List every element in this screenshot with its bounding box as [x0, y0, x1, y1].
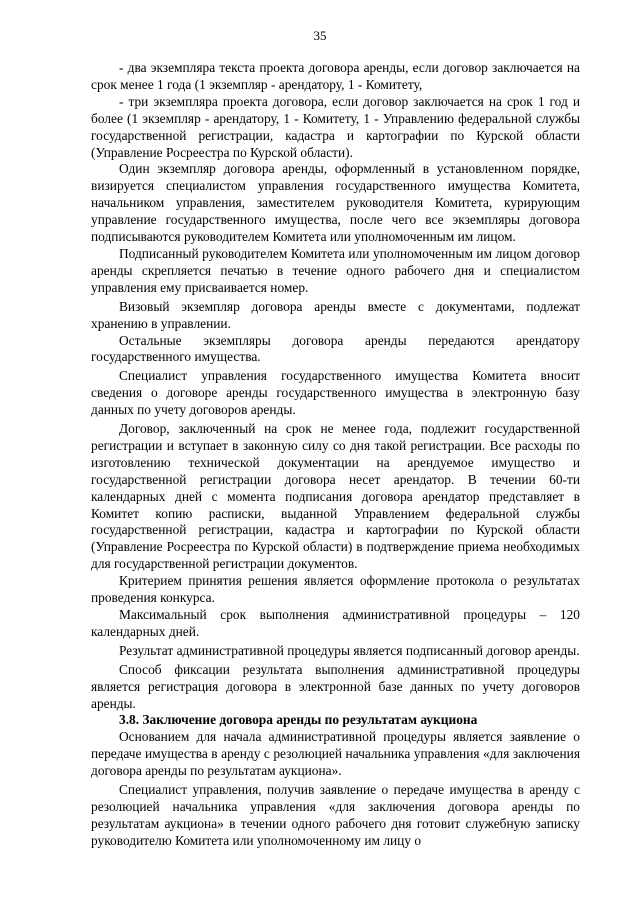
paragraph-result: Результат административной процедуры является подписанный договор аренды. — [119, 642, 580, 658]
paragraph-database-entry: Специалист управления государственного имущества Комитета вносит сведения о договоре аренды государственного имущества в электронную базу данных по учету договоров аренды. — [91, 368, 580, 418]
document-body — [91, 60, 580, 850]
paragraph-max-duration: Максимальный срок выполнения административной процедуры – 120 календарных дней. — [91, 607, 580, 639]
paragraph-decision-criterion: Критерием принятия решения является оформление протокола о результатах проведения конкурса. — [91, 573, 580, 606]
paragraph-seal: Подписанный руководителем Комитета или уполномоченным им лицом договор аренды скрепляется печатью в течение одного рабочего дня и специалистом управления ему присваивается номер. — [91, 245, 580, 295]
paragraph-other-copies: Остальные экземпляры договора аренды передаются арендатору государственного имущества. — [91, 332, 580, 365]
paragraph-approval: Один экземпляр договора аренды, оформленный в установленном порядке, визируется специалистом управления государственного имущества Комитета, начальником управления, заместителем руководителя Комитета, курирующим управление государственного имущества, после чего все экземпляры договора подписываются руководителем Комитета или уполномоченным им лицом. — [91, 161, 580, 245]
paragraph-state-registration: Договор, заключенный на срок не менее года, подлежит государственной регистрации и вступает в законную силу со дня такой регистрации. Все расходы по изготовлению технической документации на арендуемое имущество и государственной регистрации договора несет арендатор. В течении 60-ти календарных дней с момента подписания договора арендатор представляет в Комитет копию расписки, выданной Управлением федеральной службы государственной регистрации, кадастра и картографии по Курской области (Управление Росреестра по Курской области) в подтверждение приема необходимых для государственной регистрации документов. — [91, 421, 580, 572]
paragraph-copies-short-term: - два экземпляра текста проекта договора аренды, если договор заключается на срок менее 1 года (1 экземпляр - арендатору, 1 - Комитету, — [91, 60, 580, 92]
paragraph-basis: Основанием для начала административной процедуры является заявление о передаче имущества в аренду с резолюцией начальника управления «для заключения договора аренды по результатам аукциона». — [91, 729, 580, 779]
paragraph-visa-copy: Визовый экземпляр договора аренды вместе с документами, подлежат хранению в управлении. — [91, 298, 580, 331]
paragraph-specialist-action: Специалист управления, получив заявление о передаче имущества в аренду с резолюцией начальника управления «для заключения договора аренды по результатам аукциона» в течении одного рабочего дня готовит служебную записку руководителю Комитета или уполномоченному им лицу о — [91, 782, 580, 848]
paragraph-copies-long-term: - три экземпляра проекта договора, если договор заключается на срок 1 год и более (1 экземпляр - арендатору, 1 - Комитету, 1 - Управлению федеральной службы государственной регистрации, кадастра и картографии по Курской области (Управление Росреестра по Курской области). — [91, 93, 580, 160]
paragraph-fixation-method: Способ фиксации результата выполнения административной процедуры является регистрация договора в электронной базе данных по учету договоров аренды. — [91, 661, 580, 711]
section-heading-3-8: 3.8. Заключение договора аренды по результатам аукциона — [119, 712, 478, 728]
page-number: 35 — [313, 28, 327, 43]
